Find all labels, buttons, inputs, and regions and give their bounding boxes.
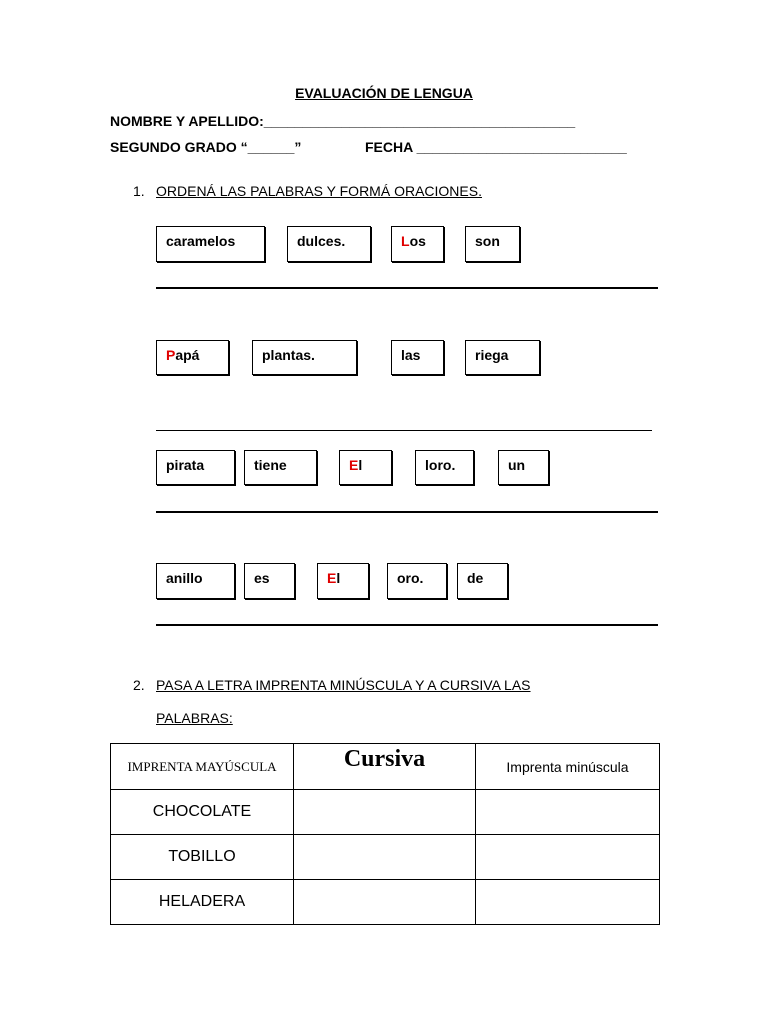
word-capital: E — [327, 570, 337, 586]
word-text: apá — [175, 347, 200, 363]
word-card[interactable] — [156, 340, 229, 375]
word-card[interactable] — [287, 226, 371, 262]
word-text: es — [254, 570, 270, 586]
word-card[interactable] — [391, 226, 444, 262]
cursive-answer-cell[interactable] — [294, 835, 476, 880]
word-card[interactable] — [339, 450, 392, 485]
word-text: anillo — [166, 570, 203, 586]
word-card[interactable] — [415, 450, 474, 485]
worksheet-title: EVALUACIÓN DE LENGUA — [295, 85, 473, 101]
word-text: l — [336, 570, 341, 586]
word-capital: E — [349, 457, 359, 473]
word-card[interactable] — [457, 563, 508, 599]
word-text: oro. — [397, 570, 424, 586]
word-text: loro. — [425, 457, 456, 473]
word-card[interactable] — [244, 450, 317, 485]
lowercase-answer-cell[interactable] — [476, 790, 660, 835]
exercise-1-instruction: ORDENÁ LAS PALABRAS Y FORMÁ ORACIONES. — [156, 183, 482, 199]
word-text: pirata — [166, 457, 205, 473]
answer-line[interactable] — [156, 430, 652, 431]
word-cell: CHOCOLATE — [111, 790, 294, 835]
word-text: un — [508, 457, 526, 473]
word-card[interactable] — [387, 563, 447, 599]
word-text: dulces. — [297, 233, 346, 249]
table-row — [111, 790, 660, 835]
date-field-label: FECHA ___________________________ — [365, 139, 627, 155]
word-text: de — [467, 570, 484, 586]
word-cell: HELADERA — [111, 880, 294, 925]
word-text: riega — [475, 347, 509, 363]
word-capital: P — [166, 347, 176, 363]
word-card[interactable] — [156, 450, 235, 485]
answer-line[interactable] — [156, 511, 658, 513]
word-text: os — [409, 233, 426, 249]
word-card[interactable] — [244, 563, 295, 599]
column-header-cursiva: Cursiva — [294, 744, 476, 790]
word-card[interactable] — [252, 340, 357, 375]
word-card[interactable] — [465, 340, 540, 375]
word-card[interactable] — [317, 563, 369, 599]
lowercase-answer-cell[interactable] — [476, 880, 660, 925]
lowercase-answer-cell[interactable] — [476, 835, 660, 880]
word-text: son — [475, 233, 500, 249]
word-text: tiene — [254, 457, 287, 473]
word-card[interactable] — [156, 563, 235, 599]
name-field-label: NOMBRE Y APELLIDO:________________________________________ — [110, 113, 576, 129]
word-card[interactable] — [391, 340, 444, 375]
exercise-2-instruction-line2: PALABRAS: — [156, 710, 233, 726]
word-card[interactable] — [465, 226, 520, 262]
exercise-1-number: 1. — [133, 183, 145, 199]
word-text: l — [358, 457, 363, 473]
answer-line[interactable] — [156, 287, 658, 289]
table-row — [111, 835, 660, 880]
table-row — [111, 880, 660, 925]
exercise-2-number: 2. — [133, 677, 145, 693]
grade-field-label: SEGUNDO GRADO “______” — [110, 139, 302, 155]
cursive-answer-cell[interactable] — [294, 790, 476, 835]
word-text: plantas. — [262, 347, 315, 363]
word-capital: L — [401, 233, 410, 249]
cursive-answer-cell[interactable] — [294, 880, 476, 925]
answer-line[interactable] — [156, 624, 658, 626]
conversion-table — [110, 743, 660, 925]
column-header-imprenta-minuscula: Imprenta minúscula — [476, 744, 660, 790]
exercise-2-instruction-line1: PASA A LETRA IMPRENTA MINÚSCULA Y A CURSIVA LAS — [156, 677, 531, 693]
table-header-row — [111, 744, 660, 790]
word-card[interactable] — [498, 450, 549, 485]
word-text: las — [401, 347, 421, 363]
word-cell: TOBILLO — [111, 835, 294, 880]
word-text: caramelos — [166, 233, 236, 249]
column-header-imprenta-mayuscula: IMPRENTA MAYÚSCULA — [111, 744, 294, 790]
word-card[interactable] — [156, 226, 265, 262]
